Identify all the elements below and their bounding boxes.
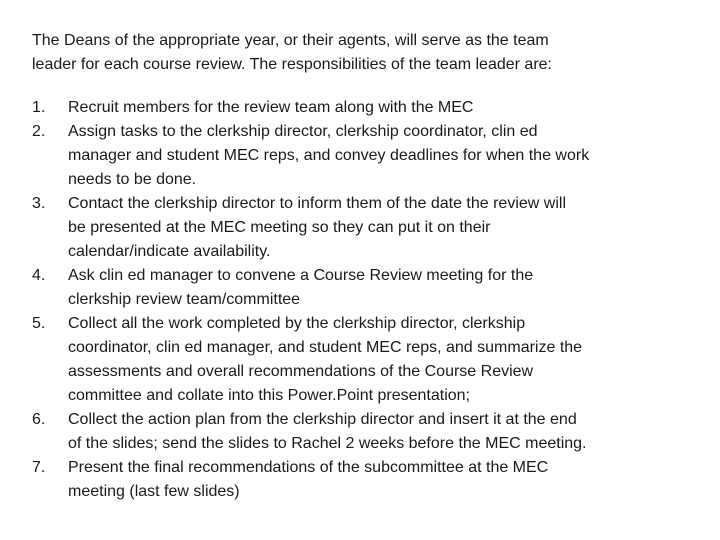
- list-item-line: clerkship review team/committee: [68, 291, 301, 308]
- list-item-line: Recruit members for the review team along with the MEC: [68, 99, 474, 116]
- list-item-number: 2.: [32, 123, 46, 140]
- list-item-line: be presented at the MEC meeting so they can put it on their: [68, 219, 491, 236]
- list-item: [32, 120, 589, 192]
- list-item-line: manager and student MEC reps, and convey deadlines for when the work: [68, 147, 590, 164]
- list-item-line: needs to be done.: [68, 171, 197, 188]
- list-item-text: [68, 96, 589, 120]
- list-item-line: Present the final recommendations of the subcommittee at the MEC: [68, 459, 549, 476]
- list-item-line: Collect all the work completed by the clerkship director, clerkship: [68, 315, 526, 332]
- list-item-number: 5.: [32, 315, 46, 332]
- list-item-line: assessments and overall recommendations of the Course Review: [68, 363, 534, 380]
- list-item-number: 7.: [32, 459, 46, 476]
- intro-paragraph: [32, 29, 552, 77]
- list-item-line: Assign tasks to the clerkship director, clerkship coordinator, clin ed: [68, 123, 538, 140]
- list-item: [32, 408, 589, 456]
- list-item: [32, 192, 589, 264]
- list-item-number: 3.: [32, 195, 46, 212]
- list-item-text: [68, 192, 589, 264]
- list-item-number: 1.: [32, 99, 46, 116]
- list-item-line: Contact the clerkship director to inform them of the date the review will: [68, 195, 566, 212]
- list-item-line: Collect the action plan from the clerkship director and insert it at the end: [68, 411, 577, 428]
- list-item: [32, 264, 589, 312]
- list-item-line: calendar/indicate availability.: [68, 243, 271, 260]
- list-item-line: of the slides; send the slides to Rachel 2 weeks before the MEC meeting.: [68, 435, 587, 452]
- intro-line: The Deans of the appropriate year, or their agents, will serve as the team: [32, 32, 549, 49]
- list-item-line: coordinator, clin ed manager, and student MEC reps, and summarize the: [68, 339, 583, 356]
- intro-line: leader for each course review. The responsibilities of the team leader are:: [32, 56, 552, 73]
- list-item-text: [68, 456, 589, 504]
- list-item: [32, 456, 589, 504]
- list-item-number: 6.: [32, 411, 46, 428]
- list-item-line: committee and collate into this Power.Point presentation;: [68, 387, 470, 404]
- list-item: [32, 96, 589, 120]
- list-item-number: 4.: [32, 267, 46, 284]
- list-item-text: [68, 120, 589, 192]
- responsibilities-list: [32, 96, 589, 504]
- list-item-text: [68, 264, 589, 312]
- list-item-line: Ask clin ed manager to convene a Course Review meeting for the: [68, 267, 534, 284]
- list-item-text: [68, 408, 589, 456]
- list-item-line: meeting (last few slides): [68, 483, 240, 500]
- list-item: [32, 312, 589, 408]
- list-item-text: [68, 312, 589, 408]
